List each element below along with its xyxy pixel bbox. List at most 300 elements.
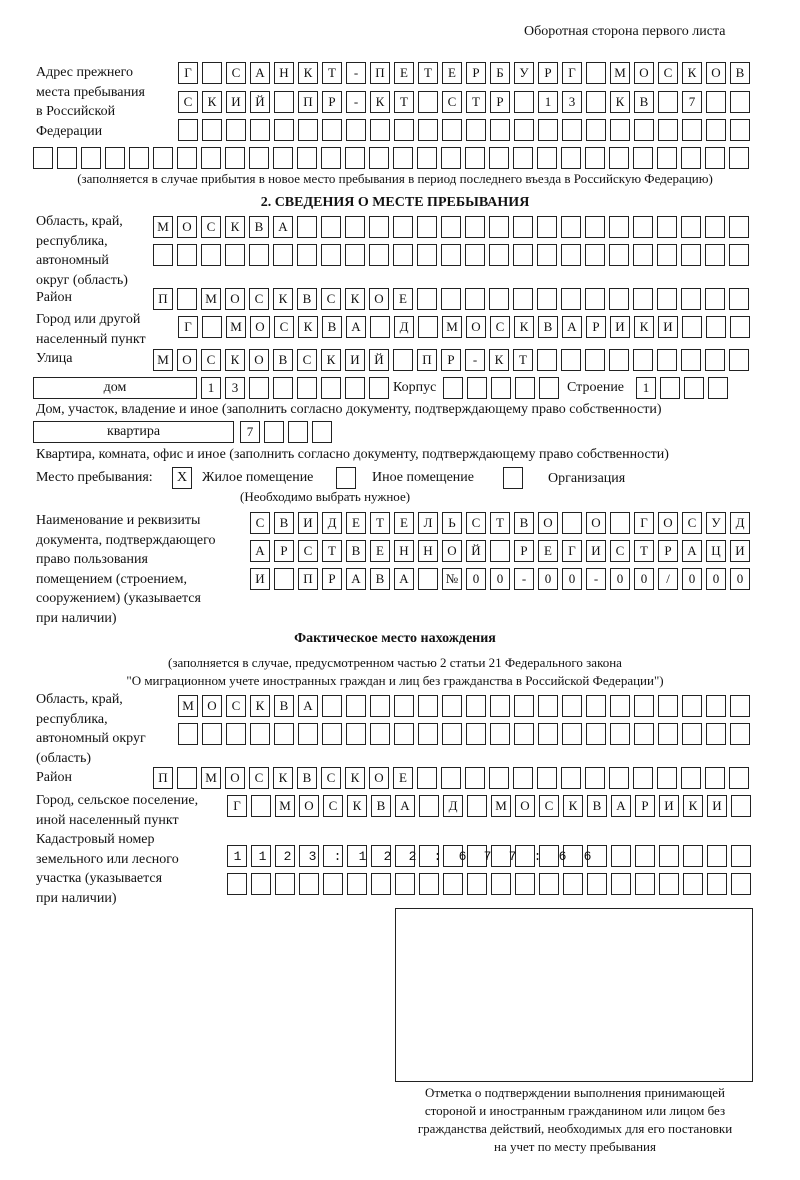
- char-cell[interactable]: [610, 512, 630, 534]
- char-cell[interactable]: [466, 723, 486, 745]
- char-cell[interactable]: К: [250, 695, 270, 717]
- char-cell[interactable]: [682, 695, 702, 717]
- char-cell[interactable]: -: [586, 568, 606, 590]
- char-cell[interactable]: [658, 723, 678, 745]
- char-cell[interactable]: [633, 216, 653, 238]
- char-cell[interactable]: [633, 244, 653, 266]
- char-cell[interactable]: К: [347, 795, 367, 817]
- char-cell[interactable]: 0: [610, 568, 630, 590]
- char-cell[interactable]: [418, 568, 438, 590]
- char-cell[interactable]: [537, 216, 557, 238]
- char-cell[interactable]: [491, 873, 511, 895]
- char-cell[interactable]: К: [489, 349, 509, 371]
- char-cell[interactable]: [393, 147, 413, 169]
- char-cell[interactable]: Г: [562, 62, 582, 84]
- char-cell[interactable]: [586, 119, 606, 141]
- char-cell[interactable]: [538, 695, 558, 717]
- char-cell[interactable]: Е: [538, 540, 558, 562]
- char-cell[interactable]: [705, 216, 725, 238]
- char-cell[interactable]: [394, 119, 414, 141]
- char-cell[interactable]: С: [249, 288, 269, 310]
- char-cell[interactable]: [514, 91, 534, 113]
- char-cell[interactable]: Е: [346, 512, 366, 534]
- char-cell[interactable]: Н: [394, 540, 414, 562]
- char-cell[interactable]: А: [682, 540, 702, 562]
- char-cell[interactable]: [706, 695, 726, 717]
- char-cell[interactable]: С: [297, 349, 317, 371]
- char-cell[interactable]: [705, 767, 725, 789]
- char-cell[interactable]: Т: [490, 512, 510, 534]
- char-cell[interactable]: [345, 216, 365, 238]
- char-cell[interactable]: [370, 723, 390, 745]
- char-cell[interactable]: [539, 873, 559, 895]
- char-cell[interactable]: Т: [322, 540, 342, 562]
- char-cell[interactable]: А: [250, 540, 270, 562]
- char-cell[interactable]: [730, 695, 750, 717]
- char-cell[interactable]: [442, 119, 462, 141]
- char-cell[interactable]: [178, 119, 198, 141]
- char-cell[interactable]: В: [273, 349, 293, 371]
- char-cell[interactable]: М: [201, 767, 221, 789]
- char-cell[interactable]: Г: [562, 540, 582, 562]
- char-cell[interactable]: А: [562, 316, 582, 338]
- char-cell[interactable]: С: [682, 512, 702, 534]
- char-cell[interactable]: [465, 147, 485, 169]
- char-cell[interactable]: Р: [490, 91, 510, 113]
- char-cell[interactable]: [489, 244, 509, 266]
- document-row-3[interactable]: [250, 568, 754, 590]
- char-cell[interactable]: 1: [538, 91, 558, 113]
- char-cell[interactable]: [321, 147, 341, 169]
- char-cell[interactable]: [275, 873, 295, 895]
- char-cell[interactable]: [442, 695, 462, 717]
- char-cell[interactable]: О: [369, 767, 389, 789]
- char-cell[interactable]: [202, 723, 222, 745]
- char-cell[interactable]: [489, 147, 509, 169]
- char-cell[interactable]: [441, 767, 461, 789]
- char-cell[interactable]: [539, 377, 559, 399]
- char-cell[interactable]: С: [658, 62, 678, 84]
- char-cell[interactable]: В: [297, 767, 317, 789]
- char-cell[interactable]: [369, 216, 389, 238]
- char-cell[interactable]: [105, 147, 125, 169]
- char-cell[interactable]: К: [225, 216, 245, 238]
- char-cell[interactable]: К: [370, 91, 390, 113]
- char-cell[interactable]: 7: [682, 91, 702, 113]
- char-cell[interactable]: [297, 244, 317, 266]
- char-cell[interactable]: В: [730, 62, 750, 84]
- char-cell[interactable]: Е: [442, 62, 462, 84]
- char-cell[interactable]: [585, 349, 605, 371]
- char-cell[interactable]: [465, 288, 485, 310]
- char-cell[interactable]: [609, 244, 629, 266]
- char-cell[interactable]: [321, 244, 341, 266]
- char-cell[interactable]: [561, 244, 581, 266]
- char-cell[interactable]: И: [730, 540, 750, 562]
- char-cell[interactable]: [658, 91, 678, 113]
- char-cell[interactable]: [634, 723, 654, 745]
- char-cell[interactable]: А: [250, 62, 270, 84]
- region-row-2[interactable]: [153, 244, 753, 266]
- char-cell[interactable]: [681, 767, 701, 789]
- char-cell[interactable]: [561, 349, 581, 371]
- char-cell[interactable]: Р: [441, 349, 461, 371]
- char-cell[interactable]: Д: [443, 795, 463, 817]
- char-cell[interactable]: И: [659, 795, 679, 817]
- char-cell[interactable]: [418, 695, 438, 717]
- char-cell[interactable]: О: [515, 795, 535, 817]
- char-cell[interactable]: [177, 244, 197, 266]
- document-row-2[interactable]: [250, 540, 754, 562]
- char-cell[interactable]: [562, 695, 582, 717]
- char-cell[interactable]: [465, 216, 485, 238]
- char-cell[interactable]: А: [346, 568, 366, 590]
- char-cell[interactable]: И: [610, 316, 630, 338]
- char-cell[interactable]: [177, 147, 197, 169]
- actual-district-row[interactable]: [153, 767, 753, 789]
- char-cell[interactable]: [657, 147, 677, 169]
- char-cell[interactable]: [370, 119, 390, 141]
- char-cell[interactable]: О: [225, 767, 245, 789]
- char-cell[interactable]: К: [682, 62, 702, 84]
- char-cell[interactable]: 0: [490, 568, 510, 590]
- char-cell[interactable]: [489, 288, 509, 310]
- char-cell[interactable]: Б: [490, 62, 510, 84]
- char-cell[interactable]: И: [250, 568, 270, 590]
- char-cell[interactable]: [418, 316, 438, 338]
- char-cell[interactable]: [562, 512, 582, 534]
- char-cell[interactable]: Ц: [706, 540, 726, 562]
- char-cell[interactable]: [585, 288, 605, 310]
- char-cell[interactable]: К: [634, 316, 654, 338]
- char-cell[interactable]: [393, 244, 413, 266]
- char-cell[interactable]: [347, 873, 367, 895]
- char-cell[interactable]: С: [201, 216, 221, 238]
- char-cell[interactable]: А: [346, 316, 366, 338]
- char-cell[interactable]: [538, 723, 558, 745]
- char-cell[interactable]: Т: [370, 512, 390, 534]
- char-cell[interactable]: [561, 147, 581, 169]
- char-cell[interactable]: С: [178, 91, 198, 113]
- char-cell[interactable]: О: [369, 288, 389, 310]
- char-cell[interactable]: [370, 316, 390, 338]
- char-cell[interactable]: [681, 147, 701, 169]
- char-cell[interactable]: [561, 288, 581, 310]
- char-cell[interactable]: П: [417, 349, 437, 371]
- char-cell[interactable]: 0: [634, 568, 654, 590]
- char-cell[interactable]: 1: [636, 377, 656, 399]
- char-cell[interactable]: [537, 244, 557, 266]
- char-cell[interactable]: Г: [178, 62, 198, 84]
- char-cell[interactable]: П: [298, 91, 318, 113]
- char-cell[interactable]: С: [249, 767, 269, 789]
- char-cell[interactable]: [467, 377, 487, 399]
- char-cell[interactable]: С: [490, 316, 510, 338]
- char-cell[interactable]: [729, 147, 749, 169]
- char-cell[interactable]: [585, 216, 605, 238]
- char-cell[interactable]: С: [321, 288, 341, 310]
- char-cell[interactable]: [312, 421, 332, 443]
- char-cell[interactable]: С: [201, 349, 221, 371]
- char-cell[interactable]: П: [370, 62, 390, 84]
- char-cell[interactable]: О: [202, 695, 222, 717]
- char-cell[interactable]: [273, 244, 293, 266]
- char-cell[interactable]: [250, 723, 270, 745]
- char-cell[interactable]: [515, 873, 535, 895]
- char-cell[interactable]: [681, 216, 701, 238]
- char-cell[interactable]: [418, 119, 438, 141]
- char-cell[interactable]: [417, 288, 437, 310]
- char-cell[interactable]: [684, 377, 704, 399]
- char-cell[interactable]: [705, 288, 725, 310]
- char-cell[interactable]: [321, 216, 341, 238]
- char-cell[interactable]: А: [273, 216, 293, 238]
- char-cell[interactable]: [202, 316, 222, 338]
- char-cell[interactable]: [490, 695, 510, 717]
- char-cell[interactable]: Р: [658, 540, 678, 562]
- char-cell[interactable]: В: [297, 288, 317, 310]
- char-cell[interactable]: [682, 723, 702, 745]
- char-cell[interactable]: [609, 216, 629, 238]
- prev-address-row-1[interactable]: [178, 62, 754, 84]
- char-cell[interactable]: Г: [634, 512, 654, 534]
- char-cell[interactable]: Н: [274, 62, 294, 84]
- char-cell[interactable]: [442, 723, 462, 745]
- char-cell[interactable]: [441, 216, 461, 238]
- char-cell[interactable]: [346, 723, 366, 745]
- char-cell[interactable]: [249, 147, 269, 169]
- char-cell[interactable]: М: [610, 62, 630, 84]
- char-cell[interactable]: [705, 244, 725, 266]
- char-cell[interactable]: [681, 288, 701, 310]
- char-cell[interactable]: [467, 873, 487, 895]
- char-cell[interactable]: [322, 723, 342, 745]
- char-cell[interactable]: Р: [322, 568, 342, 590]
- char-cell[interactable]: [441, 244, 461, 266]
- char-cell[interactable]: [226, 723, 246, 745]
- char-cell[interactable]: 0: [730, 568, 750, 590]
- char-cell[interactable]: С: [250, 512, 270, 534]
- char-cell[interactable]: У: [706, 512, 726, 534]
- char-cell[interactable]: [297, 147, 317, 169]
- char-cell[interactable]: [514, 723, 534, 745]
- char-cell[interactable]: П: [153, 767, 173, 789]
- char-cell[interactable]: [394, 723, 414, 745]
- char-cell[interactable]: [273, 147, 293, 169]
- char-cell[interactable]: [441, 288, 461, 310]
- prev-address-row-3[interactable]: [178, 119, 754, 141]
- char-cell[interactable]: Р: [322, 91, 342, 113]
- char-cell[interactable]: [345, 377, 365, 399]
- char-cell[interactable]: [561, 767, 581, 789]
- char-cell[interactable]: В: [538, 316, 558, 338]
- char-cell[interactable]: К: [273, 288, 293, 310]
- char-cell[interactable]: [153, 147, 173, 169]
- char-cell[interactable]: [417, 216, 437, 238]
- char-cell[interactable]: [297, 216, 317, 238]
- char-cell[interactable]: [610, 119, 630, 141]
- char-cell[interactable]: [706, 119, 726, 141]
- cadastral-row-2[interactable]: [227, 873, 755, 895]
- char-cell[interactable]: [707, 873, 727, 895]
- char-cell[interactable]: [274, 91, 294, 113]
- char-cell[interactable]: [371, 873, 391, 895]
- char-cell[interactable]: И: [658, 316, 678, 338]
- char-cell[interactable]: [129, 147, 149, 169]
- char-cell[interactable]: К: [563, 795, 583, 817]
- char-cell[interactable]: [346, 695, 366, 717]
- char-cell[interactable]: В: [587, 795, 607, 817]
- char-cell[interactable]: К: [298, 62, 318, 84]
- char-cell[interactable]: У: [514, 62, 534, 84]
- char-cell[interactable]: Е: [393, 288, 413, 310]
- char-cell[interactable]: С: [323, 795, 343, 817]
- char-cell[interactable]: [731, 795, 751, 817]
- char-cell[interactable]: [681, 349, 701, 371]
- char-cell[interactable]: [369, 377, 389, 399]
- char-cell[interactable]: [514, 695, 534, 717]
- char-cell[interactable]: [346, 119, 366, 141]
- char-cell[interactable]: [251, 873, 271, 895]
- char-cell[interactable]: М: [491, 795, 511, 817]
- char-cell[interactable]: В: [274, 512, 294, 534]
- char-cell[interactable]: [418, 91, 438, 113]
- char-cell[interactable]: Т: [466, 91, 486, 113]
- actual-city-row[interactable]: [227, 795, 755, 817]
- char-cell[interactable]: 0: [682, 568, 702, 590]
- char-cell[interactable]: [394, 695, 414, 717]
- char-cell[interactable]: [537, 288, 557, 310]
- char-cell[interactable]: [729, 216, 749, 238]
- char-cell[interactable]: [467, 795, 487, 817]
- char-cell[interactable]: 0: [466, 568, 486, 590]
- char-cell[interactable]: [660, 377, 680, 399]
- char-cell[interactable]: [681, 244, 701, 266]
- char-cell[interactable]: [586, 723, 606, 745]
- char-cell[interactable]: [81, 147, 101, 169]
- char-cell[interactable]: [419, 795, 439, 817]
- char-cell[interactable]: С: [298, 540, 318, 562]
- char-cell[interactable]: В: [371, 795, 391, 817]
- char-cell[interactable]: К: [610, 91, 630, 113]
- char-cell[interactable]: [466, 695, 486, 717]
- char-cell[interactable]: -: [346, 91, 366, 113]
- char-cell[interactable]: О: [706, 62, 726, 84]
- house-number-row[interactable]: [201, 377, 393, 399]
- char-cell[interactable]: -: [514, 568, 534, 590]
- actual-region-row-1[interactable]: [178, 695, 754, 717]
- char-cell[interactable]: М: [153, 216, 173, 238]
- char-cell[interactable]: Г: [178, 316, 198, 338]
- char-cell[interactable]: [395, 873, 415, 895]
- char-cell[interactable]: [227, 873, 247, 895]
- char-cell[interactable]: А: [298, 695, 318, 717]
- char-cell[interactable]: [585, 767, 605, 789]
- char-cell[interactable]: [513, 244, 533, 266]
- char-cell[interactable]: 3: [562, 91, 582, 113]
- char-cell[interactable]: [682, 119, 702, 141]
- char-cell[interactable]: [634, 119, 654, 141]
- char-cell[interactable]: [225, 244, 245, 266]
- char-cell[interactable]: Д: [730, 512, 750, 534]
- char-cell[interactable]: С: [539, 795, 559, 817]
- char-cell[interactable]: С: [442, 91, 462, 113]
- char-cell[interactable]: Е: [393, 767, 413, 789]
- char-cell[interactable]: [633, 767, 653, 789]
- char-cell[interactable]: [418, 723, 438, 745]
- char-cell[interactable]: [635, 873, 655, 895]
- char-cell[interactable]: [705, 349, 725, 371]
- char-cell[interactable]: П: [298, 568, 318, 590]
- char-cell[interactable]: К: [345, 767, 365, 789]
- char-cell[interactable]: И: [586, 540, 606, 562]
- char-cell[interactable]: К: [202, 91, 222, 113]
- char-cell[interactable]: 0: [562, 568, 582, 590]
- char-cell[interactable]: [490, 723, 510, 745]
- char-cell[interactable]: И: [345, 349, 365, 371]
- char-cell[interactable]: О: [538, 512, 558, 534]
- char-cell[interactable]: [586, 62, 606, 84]
- char-cell[interactable]: [274, 723, 294, 745]
- char-cell[interactable]: [729, 349, 749, 371]
- char-cell[interactable]: М: [226, 316, 246, 338]
- char-cell[interactable]: [288, 421, 308, 443]
- char-cell[interactable]: [465, 244, 485, 266]
- char-cell[interactable]: [466, 119, 486, 141]
- street-row[interactable]: [153, 349, 753, 371]
- char-cell[interactable]: О: [586, 512, 606, 534]
- char-cell[interactable]: [633, 288, 653, 310]
- char-cell[interactable]: [682, 316, 702, 338]
- char-cell[interactable]: [345, 244, 365, 266]
- char-cell[interactable]: [202, 119, 222, 141]
- char-cell[interactable]: [250, 119, 270, 141]
- char-cell[interactable]: [178, 723, 198, 745]
- char-cell[interactable]: [321, 377, 341, 399]
- char-cell[interactable]: О: [177, 216, 197, 238]
- char-cell[interactable]: [659, 873, 679, 895]
- char-cell[interactable]: [586, 695, 606, 717]
- char-cell[interactable]: 0: [538, 568, 558, 590]
- char-cell[interactable]: А: [611, 795, 631, 817]
- char-cell[interactable]: Т: [513, 349, 533, 371]
- char-cell[interactable]: /: [658, 568, 678, 590]
- char-cell[interactable]: [657, 216, 677, 238]
- char-cell[interactable]: [611, 873, 631, 895]
- char-cell[interactable]: [730, 723, 750, 745]
- char-cell[interactable]: Р: [514, 540, 534, 562]
- char-cell[interactable]: [514, 119, 534, 141]
- char-cell[interactable]: Р: [538, 62, 558, 84]
- option-residential-checkbox[interactable]: X: [172, 467, 192, 489]
- char-cell[interactable]: С: [466, 512, 486, 534]
- char-cell[interactable]: С: [610, 540, 630, 562]
- char-cell[interactable]: О: [658, 512, 678, 534]
- char-cell[interactable]: [538, 119, 558, 141]
- char-cell[interactable]: [322, 695, 342, 717]
- city-row[interactable]: [178, 316, 754, 338]
- char-cell[interactable]: [657, 767, 677, 789]
- char-cell[interactable]: [513, 147, 533, 169]
- char-cell[interactable]: Й: [369, 349, 389, 371]
- char-cell[interactable]: О: [249, 349, 269, 371]
- char-cell[interactable]: С: [321, 767, 341, 789]
- char-cell[interactable]: [609, 147, 629, 169]
- char-cell[interactable]: [369, 147, 389, 169]
- char-cell[interactable]: [610, 723, 630, 745]
- char-cell[interactable]: Р: [635, 795, 655, 817]
- korpus-row[interactable]: [443, 377, 563, 399]
